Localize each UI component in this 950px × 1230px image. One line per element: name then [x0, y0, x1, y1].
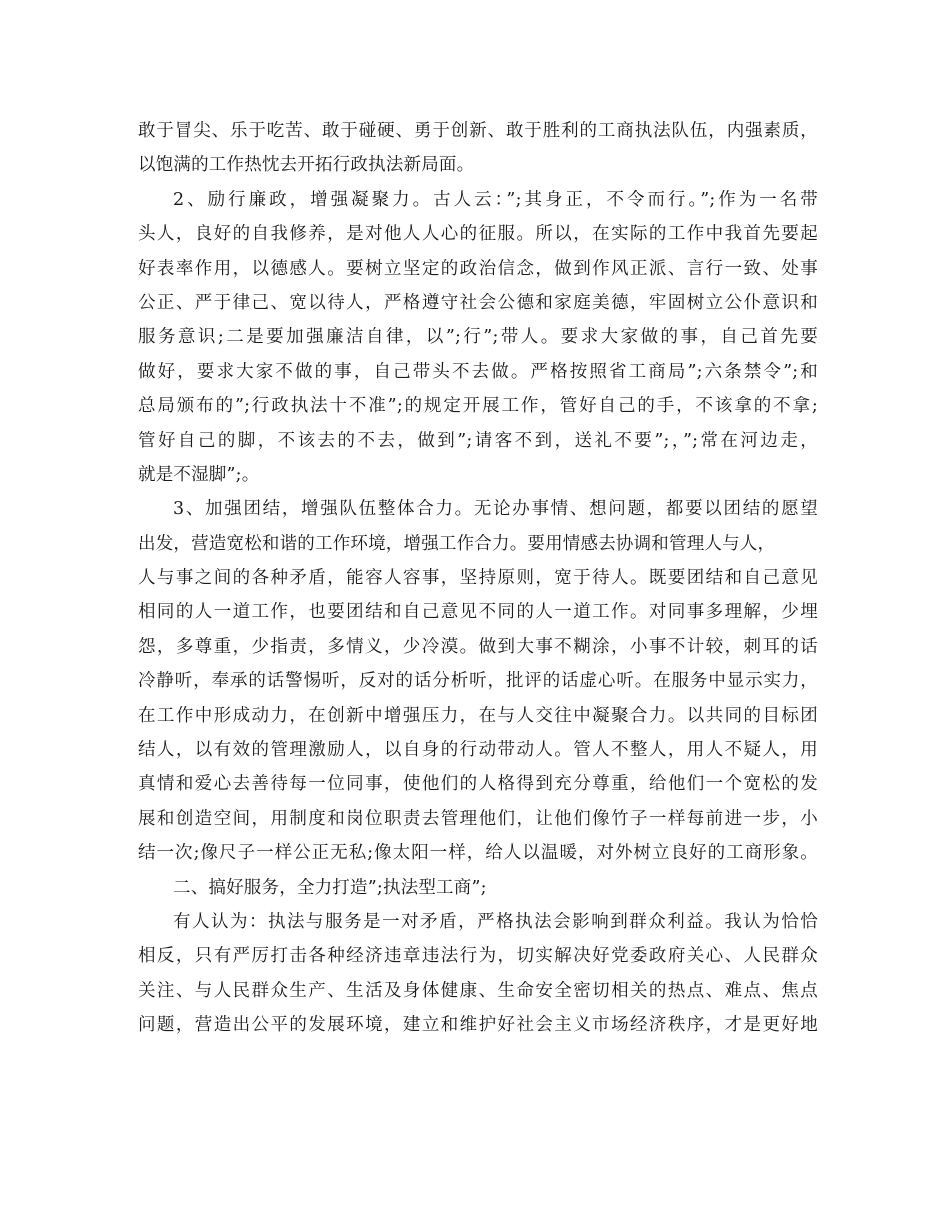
text-line: 关注、与人民群众生产、生活及身体健康、生命安全密切相关的热点、难点、焦点	[138, 980, 818, 1001]
text-line: 就是不湿脚”;。	[138, 464, 260, 485]
text-line: 服务意识;二是要加强廉洁自律，以”;行”;带人。要求大家做的事，自己首先要	[138, 327, 818, 348]
text-line: 相反，只有严厉打击各种经济违章违法行为，切实解决好党委政府关心、人民群众	[138, 946, 818, 967]
text-line: 管好自己的脚，不该去的不去，做到”;请客不到，送礼不要”;，”;常在河边走，	[138, 430, 819, 451]
section-heading: 二、搞好服务，全力打造”;执法型工商”;	[173, 877, 487, 898]
text-line: 出发，营造宽松和谐的工作环境，增强工作合力。要用情感去协调和管理人与人，	[138, 533, 776, 554]
text-line: 头人，良好的自我修养，是对他人人心的征服。所以，在实际的工作中我首先要起	[138, 224, 818, 245]
text-line: 怨，多尊重，少指责，多情义，少冷漠。做到大事不糊涂，小事不计较，刺耳的话	[138, 636, 818, 657]
paragraph-start-line: 2、励行廉政，增强凝聚力。古人云：”;其身正，不令而行。”;作为一名带	[173, 189, 818, 210]
text-line: 相同的人一道工作，也要团结和自己意见不同的人一道工作。对同事多理解，少埋	[138, 602, 818, 623]
paragraph-start-line: 有人认为：执法与服务是一对矛盾，严格执法会影响到群众利益。我认为恰恰	[173, 911, 818, 932]
text-line: 在工作中形成动力，在创新中增强压力，在与人交往中凝聚合力。以共同的目标团	[138, 705, 818, 726]
text-line: 结一次;像尺子一样公正无私;像太阳一样，给人以温暖，对外树立良好的工商形象。	[138, 843, 818, 864]
text-line: 好表率作用，以德感人。要树立坚定的政治信念，做到作风正派、言行一致、处事	[138, 258, 818, 279]
text-line: 结人，以有效的管理激励人，以自身的行动带动人。管人不整人，用人不疑人，用	[138, 740, 818, 761]
text-line: 以饱满的工作热忱去开拓行政执法新局面。	[138, 155, 475, 176]
text-line: 冷静听，奉承的话警惕听，反对的话分析听，批评的话虚心听。在服务中显示实力，	[138, 671, 818, 692]
text-line: 问题，营造出公平的发展环境，建立和维护好社会主义市场经济秩序，才是更好地	[138, 1015, 818, 1036]
text-line: 公正、严于律己、宽以待人，严格遵守社会公德和家庭美德，牢固树立公仆意识和	[138, 292, 818, 313]
text-line: 真情和爱心去善待每一位同事，使他们的人格得到充分尊重，给他们一个宽松的发	[138, 774, 818, 795]
text-line: 敢于冒尖、乐于吃苦、敢于碰硬、勇于创新、敢于胜利的工商执法队伍，内强素质，	[138, 121, 818, 141]
paragraph-start-line: 3、加强团结，增强队伍整体合力。无论办事情、想问题，都要以团结的愿望	[173, 499, 818, 520]
text-line: 总局颁布的”;行政执法十不准”;的规定开展工作，管好自己的手，不该拿的不拿;	[138, 396, 818, 417]
text-line: 人与事之间的各种矛盾，能容人容事，坚持原则，宽于待人。既要团结和自己意见	[138, 568, 818, 589]
text-line: 做好，要求大家不做的事，自己带头不去做。严格按照省工商局”;六条禁令”;和	[138, 361, 818, 382]
text-line: 展和创造空间，用制度和岗位职责去管理他们，让他们像竹子一样每前进一步，小	[138, 808, 818, 829]
document-body	[138, 114, 818, 1043]
